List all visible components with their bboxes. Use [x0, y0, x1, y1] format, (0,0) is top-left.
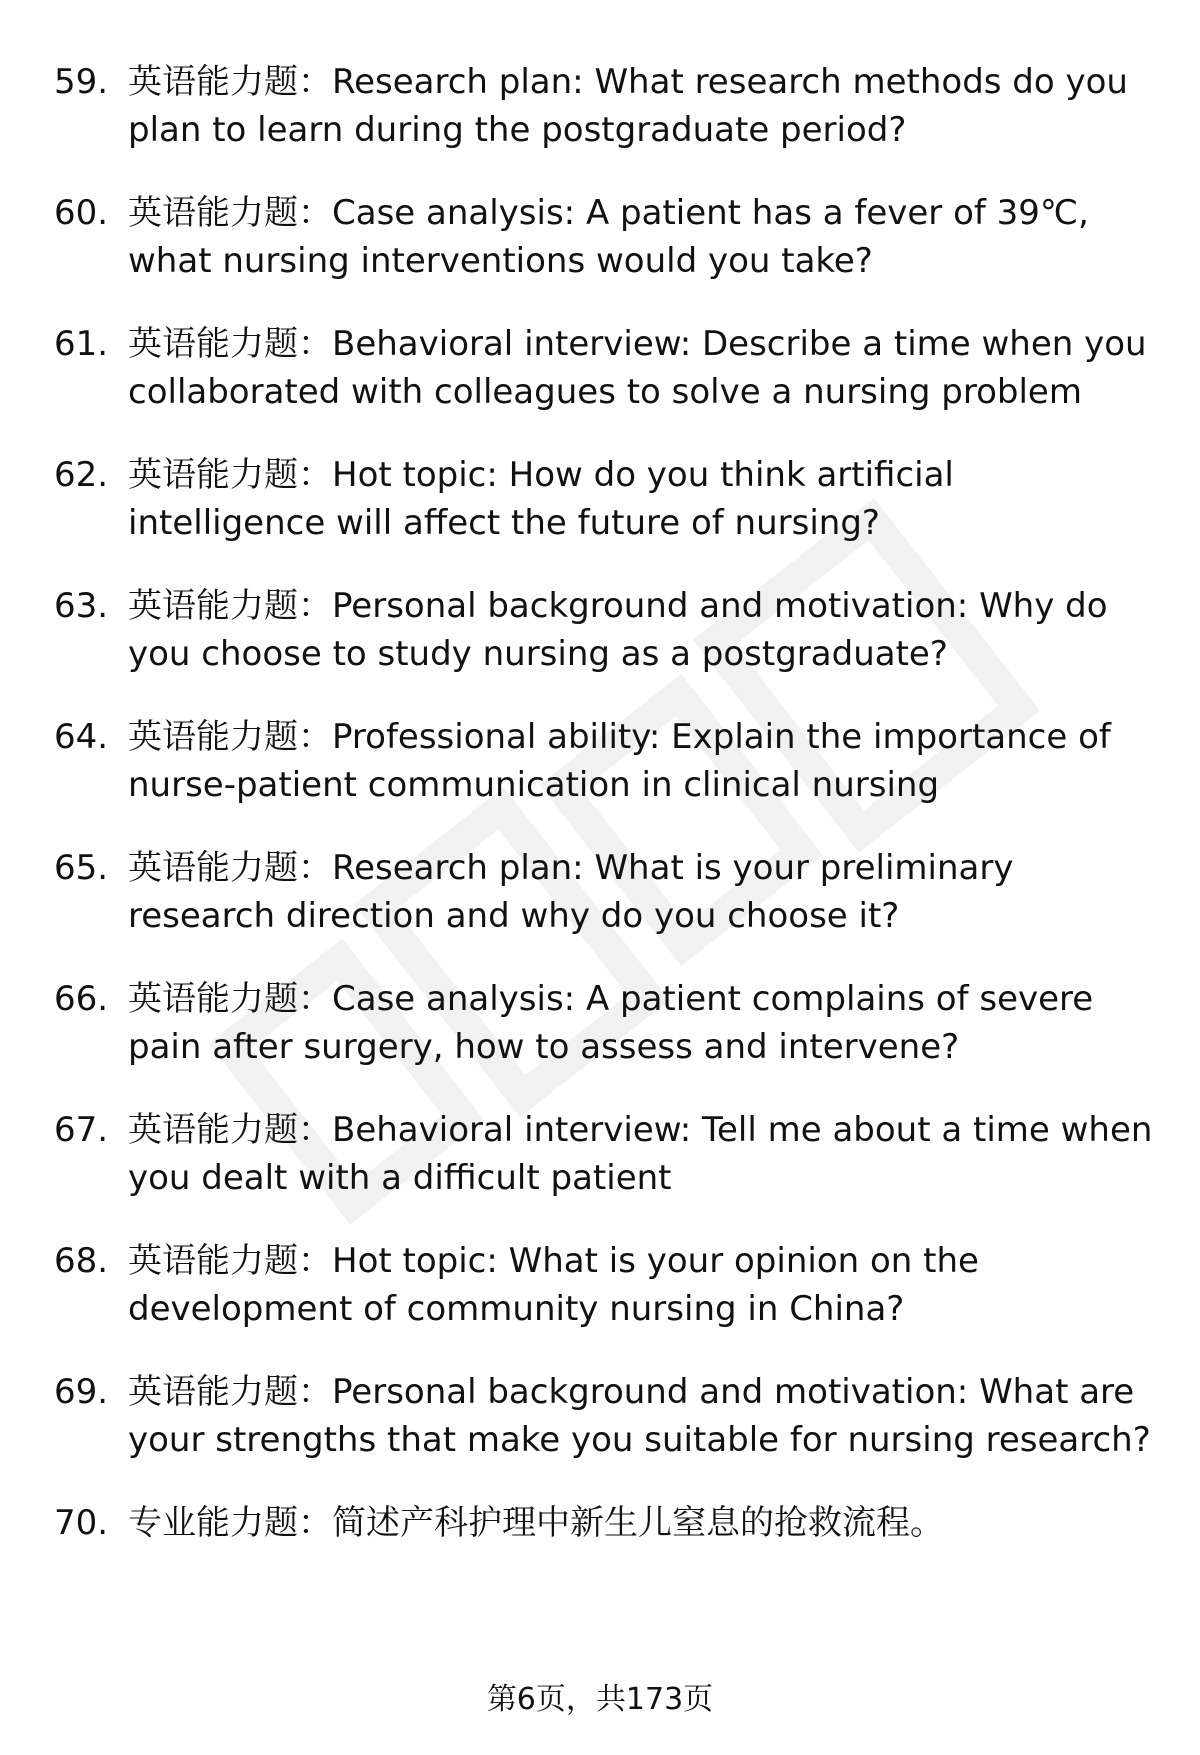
question-category: 英语能力题：	[128, 717, 332, 757]
question-text: Behavioral interview: Describe a time when you collaborated with colleagues to solve a nursing problem	[128, 324, 1147, 412]
question-item	[0, 58, 1200, 154]
question-text: Research plan: What is your preliminary research direction and why do you choose it?	[128, 848, 1014, 936]
question-text: Research plan: What research methods do you plan to learn during the postgraduate period?	[128, 62, 1128, 150]
question-number: 69.	[54, 1372, 109, 1412]
question-list	[0, 58, 1200, 1582]
question-number: 68.	[54, 1241, 109, 1281]
question-item	[0, 975, 1200, 1071]
question-item	[0, 713, 1200, 809]
question-category: 专业能力题：	[128, 1503, 332, 1543]
question-number: 70.	[54, 1503, 109, 1543]
page-footer: 第6页，共173页	[486, 1682, 714, 1717]
question-item	[0, 1499, 1200, 1547]
question-category: 英语能力题：	[128, 193, 332, 233]
question-text: Hot topic: How do you think artificial intelligence will affect the future of nursing?	[128, 455, 954, 543]
question-number: 60.	[54, 193, 109, 233]
question-item	[0, 189, 1200, 285]
question-category: 英语能力题：	[128, 979, 332, 1019]
question-category: 英语能力题：	[128, 62, 332, 102]
question-item	[0, 451, 1200, 547]
question-number: 61.	[54, 324, 109, 364]
question-category: 英语能力题：	[128, 848, 332, 888]
question-category: 英语能力题：	[128, 455, 332, 495]
question-number: 67.	[54, 1110, 109, 1150]
question-category: 英语能力题：	[128, 1110, 332, 1150]
question-text: Hot topic: What is your opinion on the development of community nursing in China?	[128, 1241, 979, 1329]
question-category: 英语能力题：	[128, 1241, 332, 1281]
question-text: Behavioral interview: Tell me about a time when you dealt with a difficult patient	[128, 1110, 1153, 1198]
question-text: Personal background and motivation: Why do you choose to study nursing as a postgraduate?	[128, 586, 1108, 674]
question-number: 65.	[54, 848, 109, 888]
question-text: Case analysis: A patient complains of severe pain after surgery, how to assess and intervene?	[128, 979, 1094, 1067]
question-category: 英语能力题：	[128, 1372, 332, 1412]
question-item	[0, 320, 1200, 416]
question-text: Personal background and motivation: What are your strengths that make you suitable for nursing research?	[128, 1372, 1151, 1460]
question-item	[0, 1106, 1200, 1202]
question-text: Professional ability: Explain the importance of nurse-patient communication in clinical nursing	[128, 717, 1111, 805]
question-item	[0, 844, 1200, 940]
question-number: 66.	[54, 979, 109, 1019]
question-item	[0, 1237, 1200, 1333]
question-category: 英语能力题：	[128, 586, 332, 626]
question-number: 64.	[54, 717, 109, 757]
question-number: 59.	[54, 62, 109, 102]
question-item	[0, 582, 1200, 678]
question-number: 62.	[54, 455, 109, 495]
question-category: 英语能力题：	[128, 324, 332, 364]
question-text: Case analysis: A patient has a fever of 39℃, what nursing interventions would you take?	[128, 193, 1089, 281]
question-item	[0, 1368, 1200, 1464]
question-number: 63.	[54, 586, 109, 626]
question-text: 简述产科护理中新生儿窒息的抢救流程。	[332, 1503, 944, 1543]
